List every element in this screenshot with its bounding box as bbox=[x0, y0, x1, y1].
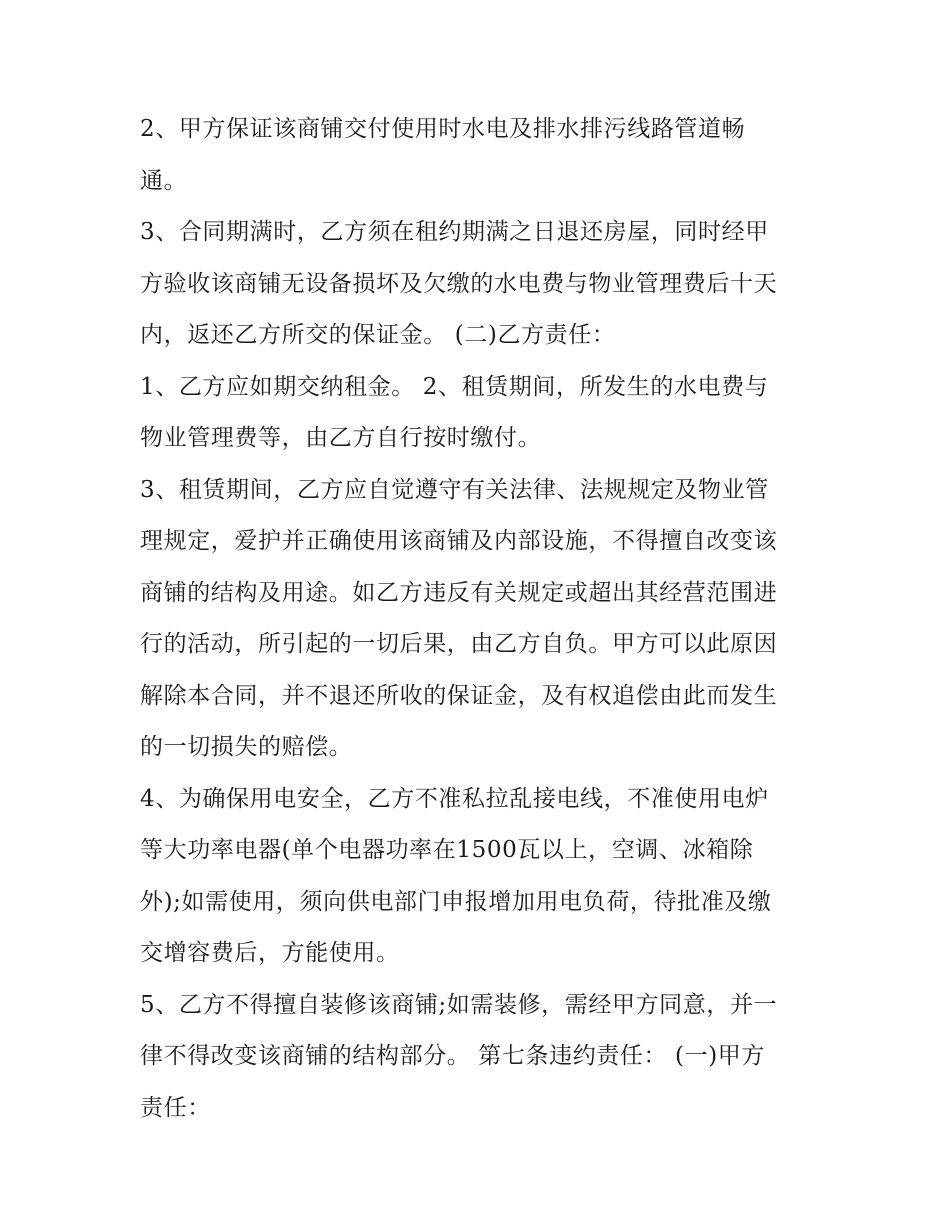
text-line-6: 1、乙方应如期交纳租金。 2、租赁期间，所发生的水电费与 bbox=[140, 373, 769, 400]
text-line-13: 的一切损失的赔偿。 bbox=[140, 734, 353, 760]
text-line-5: 内，返还乙方所交的保证金。 (二)乙方责任： bbox=[140, 322, 616, 348]
text-line-18: 5、乙方不得擅自装修该商铺;如需装修，需经甲方同意，并一 bbox=[140, 991, 778, 1018]
text-line-19: 律不得改变该商铺的结构部分。 第七条违约责任： (一)甲方 bbox=[140, 1043, 765, 1069]
text-line-14: 4、为确保用电安全，乙方不准私拉乱接电线，不准使用电炉 bbox=[140, 785, 769, 812]
text-line-10: 商铺的结构及用途。如乙方违反有关规定或超出其经营范围进 bbox=[140, 579, 778, 606]
text-line-1: 2、甲方保证该商铺交付使用时水电及排水排污线路管道畅 bbox=[140, 116, 746, 142]
text-line-20: 责任： bbox=[140, 1094, 211, 1121]
text-line-8: 3、租赁期间，乙方应自觉遵守有关法律、法规规定及物业管 bbox=[140, 476, 769, 503]
text-line-12: 解除本合同，并不退还所收的保证金，及有权追偿由此而发生 bbox=[140, 682, 778, 709]
text-line-9: 理规定，爱护并正确使用该商铺及内部设施，不得擅自改变该 bbox=[140, 528, 778, 554]
text-line-16: 外);如需使用，须向供电部门申报增加用电负荷，待批准及缴 bbox=[140, 888, 772, 915]
text-line-2: 通。 bbox=[140, 167, 188, 194]
text-line-3: 3、合同期满时，乙方须在租约期满之日退还房屋，同时经甲 bbox=[140, 219, 769, 245]
contract-text-body bbox=[140, 104, 820, 1134]
text-line-4: 方验收该商铺无设备损坏及欠缴的水电费与物业管理费后十天 bbox=[140, 270, 778, 297]
text-line-15: 等大功率电器(单个电器功率在1500瓦以上，空调、冰箱除 bbox=[140, 837, 754, 863]
text-line-7: 物业管理费等，由乙方自行按时缴付。 bbox=[140, 425, 542, 451]
text-line-17: 交增容费后，方能使用。 bbox=[140, 940, 400, 966]
text-line-11: 行的活动，所引起的一切后果，由乙方自负。甲方可以此原因 bbox=[140, 631, 778, 657]
